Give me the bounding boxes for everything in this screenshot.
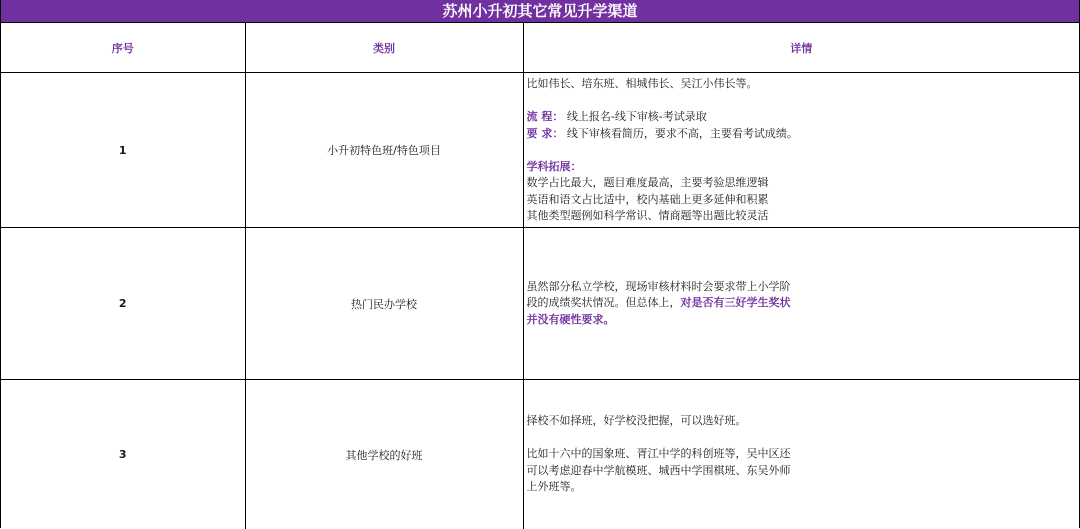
detail-requirement	[527, 126, 1080, 143]
row-detail	[523, 380, 1079, 529]
row-detail	[523, 73, 1079, 228]
row-index: 3	[1, 380, 245, 529]
detail-line: 择校不如择班，好学校没把握，可以选好班。	[527, 413, 1080, 430]
row-category: 其他学校的好班	[245, 380, 523, 529]
requirement-text: 线下审核看简历，要求不高，主要看考试成绩。	[567, 127, 798, 140]
detail-highlight: 对是否有三好学生奖状	[681, 296, 791, 309]
detail-examples: 比如伟长、培东班、相城伟长、吴江小伟长等。	[527, 76, 1080, 93]
subject-line: 数学占比最大，题目难度最高，主要考验思维逻辑	[527, 175, 1080, 192]
table-row	[1, 228, 1079, 380]
row-category: 热门民办学校	[245, 228, 523, 380]
table-row	[1, 73, 1079, 228]
row-category: 小升初特色班/特色项目	[245, 73, 523, 228]
detail-line: 可以考虑迎春中学航模班、城西中学围棋班、东吴外师	[527, 463, 1080, 480]
detail-highlight: 并没有硬性要求。	[527, 312, 1080, 329]
subject-label: 学科拓展：	[527, 159, 1080, 176]
subject-line: 英语和语文占比适中，校内基础上更多延伸和积累	[527, 192, 1080, 209]
detail-line: 比如十六中的国象班、胥江中学的科创班等，吴中区还	[527, 446, 1080, 463]
detail-line: 上外班等。	[527, 479, 1080, 496]
row-index: 2	[1, 228, 245, 380]
detail-line	[527, 295, 1080, 312]
header-detail: 详情	[523, 23, 1079, 73]
process-text: 线上报名-线下审核-考试录取	[567, 110, 707, 123]
subject-line: 其他类型题例如科学常识、情商题等出题比较灵活	[527, 208, 1080, 225]
header-index: 序号	[1, 23, 245, 73]
requirement-label: 要 求：	[527, 127, 564, 140]
detail-line: 虽然部分私立学校，现场审核材料时会要求带上小学阶	[527, 279, 1080, 296]
detail-process	[527, 109, 1080, 126]
channels-table	[1, 23, 1079, 529]
row-index: 1	[1, 73, 245, 228]
header-row	[1, 23, 1079, 73]
process-label: 流 程：	[527, 110, 564, 123]
header-category: 类别	[245, 23, 523, 73]
table-row	[1, 380, 1079, 529]
detail-plain: 段的成绩奖状情况。但总体上，	[527, 296, 681, 309]
row-detail	[523, 228, 1079, 380]
table-title: 苏州小升初其它常见升学渠道	[1, 0, 1079, 23]
